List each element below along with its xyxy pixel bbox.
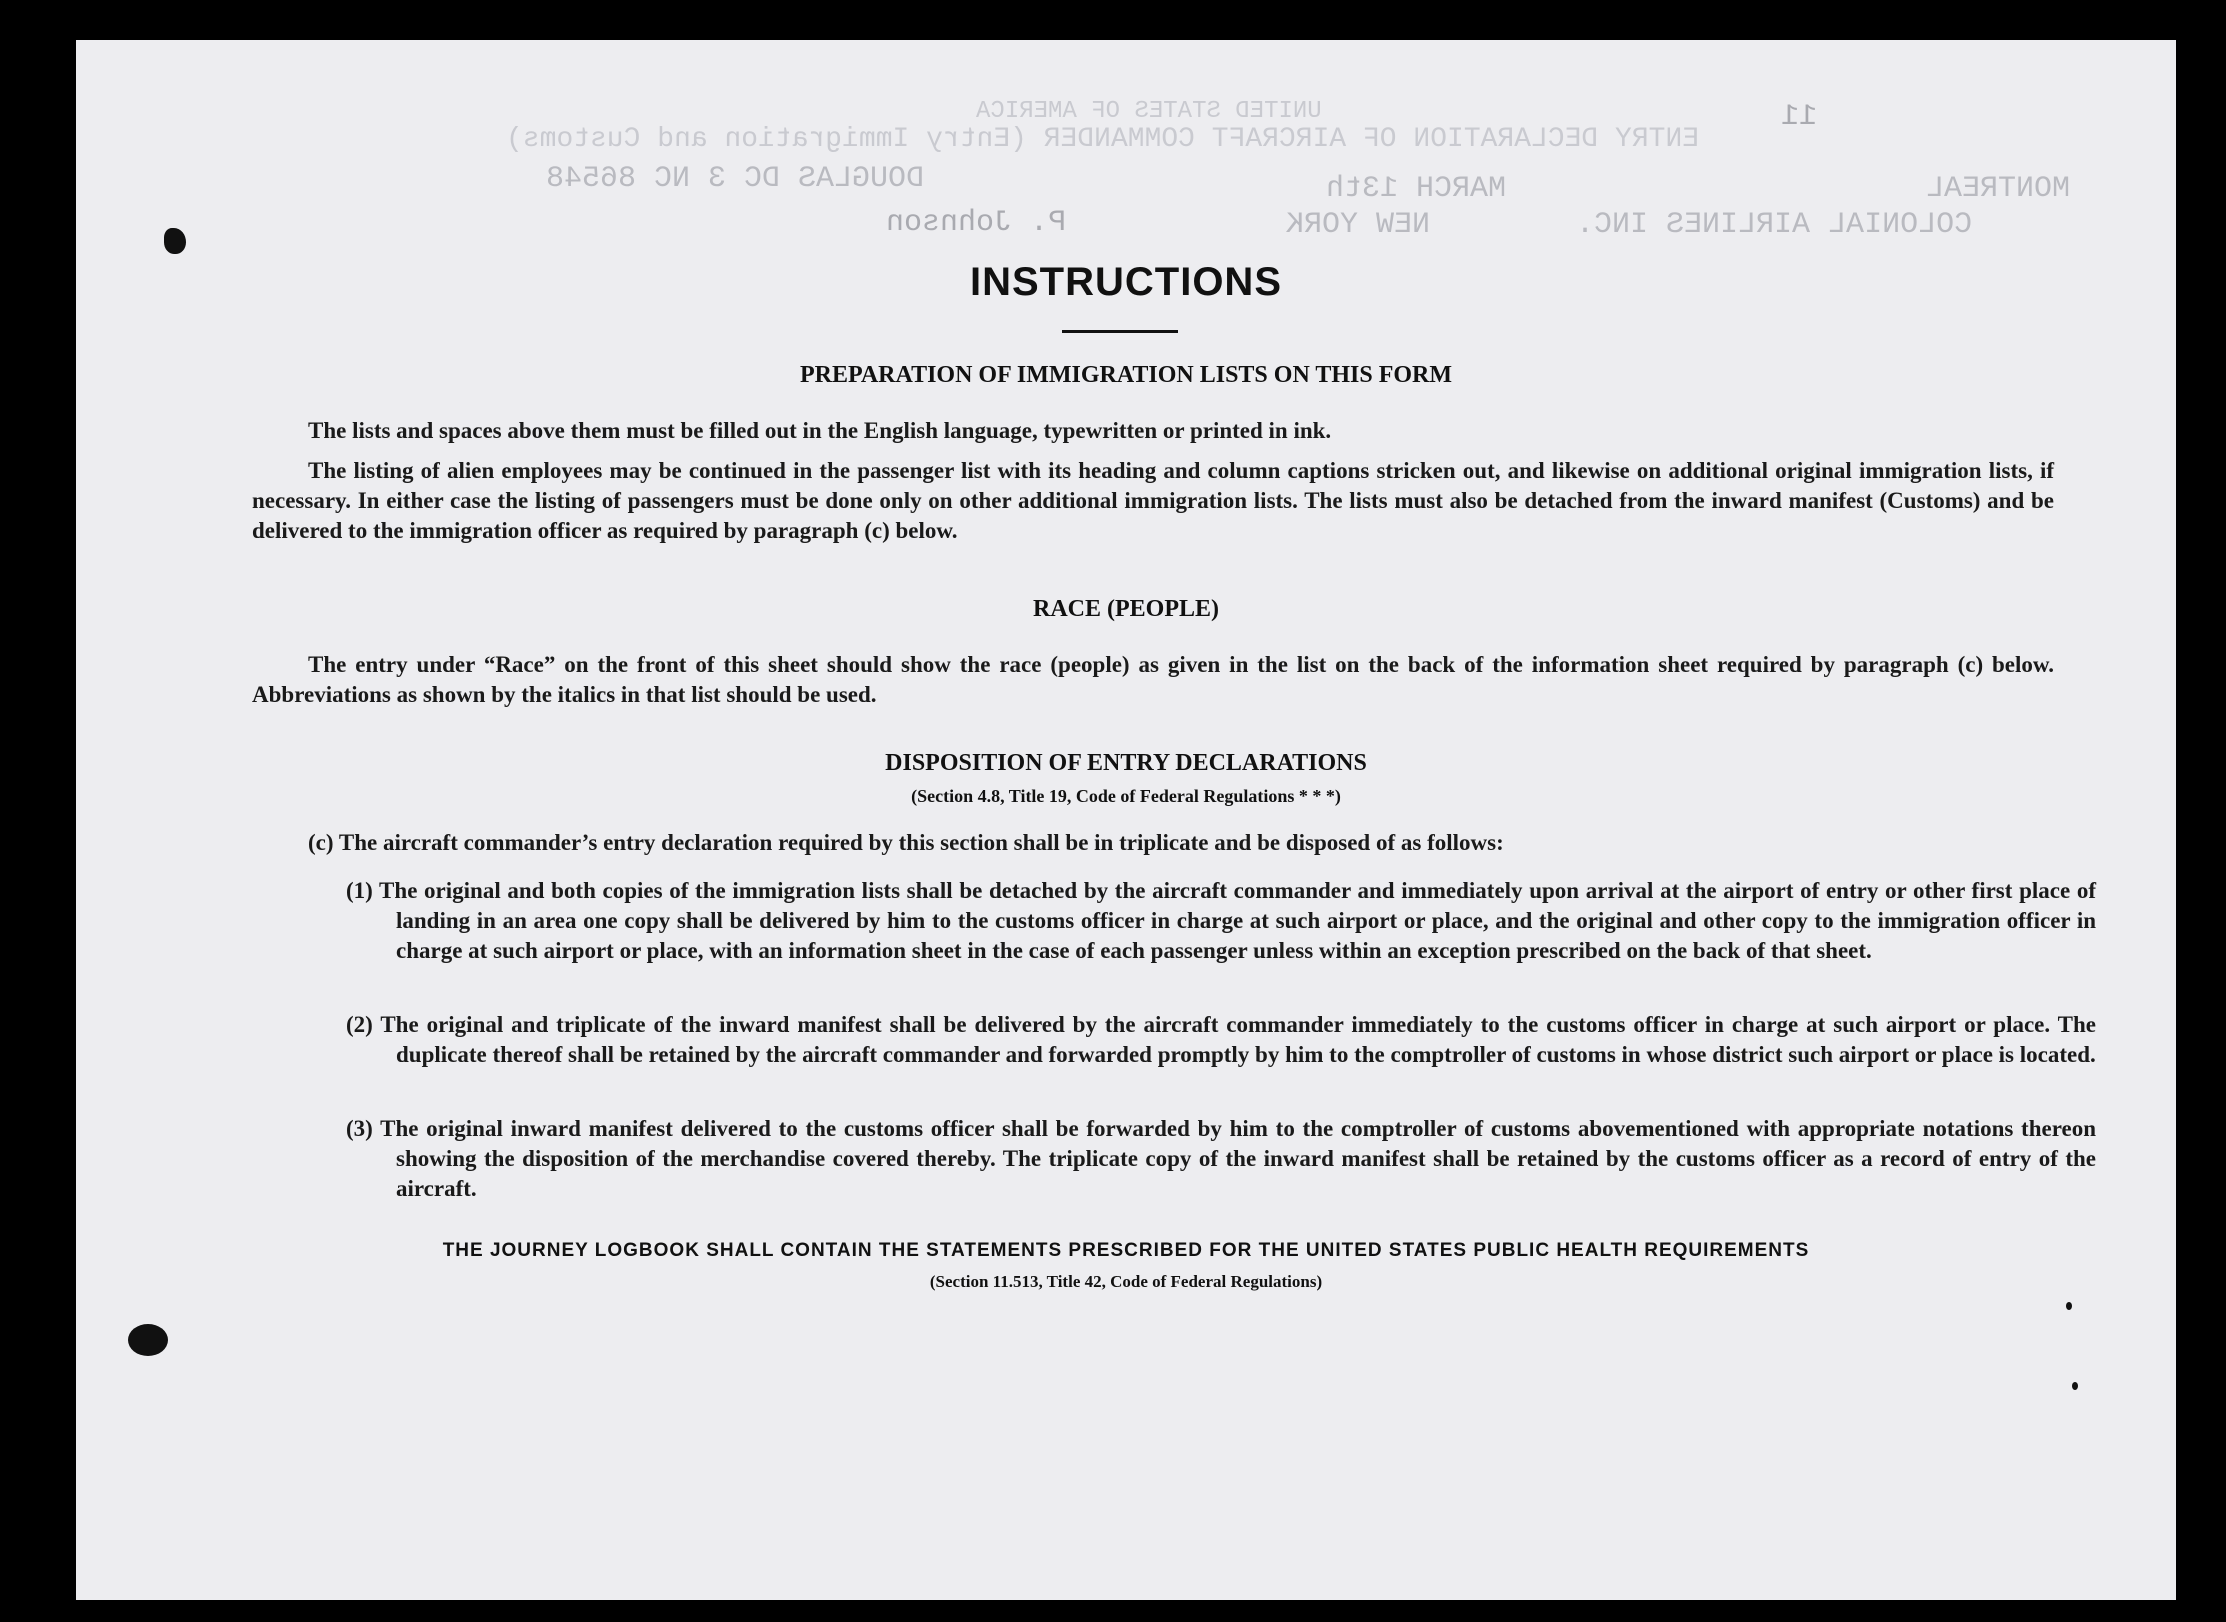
disposition-item-2: (2) The original and triplicate of the inward manifest shall be delivered by the aircraft commander immediately to the customs officer in charge at such airport or place. The duplicate thereof shall be retained by the aircraft commander and forwarded promptly by him to the comptroller of customs in whose district such airport or place is located.	[346, 1012, 2096, 1067]
bleed-through-text: UNITED STATES OF AMERICA	[976, 98, 1322, 125]
title-divider	[1062, 330, 1178, 333]
section-heading-preparation: PREPARATION OF IMMIGRATION LISTS ON THIS FORM	[799, 362, 1453, 388]
document-sheet	[76, 40, 2176, 1600]
footer-citation: (Section 11.513, Title 42, Code of Federal Regulations)	[929, 1272, 1323, 1291]
preparation-paragraph-2: The listing of alien employees may be continued in the passenger list with its heading and column captions stricken out, and likewise on additional original immigration lists, if necessary. In either case the listing of passengers must be done only on other additional immigration lists. The lists must also be detached from the inward manifest (Customs) and be delivered to the immigration officer as required by paragraph (c) below.	[252, 458, 2054, 543]
bleed-through-text: MARCH 13th	[1326, 172, 1507, 206]
ink-blot	[2066, 1302, 2072, 1310]
bleed-through-text: MONTREAL	[1926, 172, 2071, 206]
disposition-item-1: (1) The original and both copies of the immigration lists shall be detached by the aircraft commander and immediately upon arrival at the airport of entry or other first place of landing in an area one copy shall be delivered by him to the customs officer in charge at such airport or place, and the original and other copy to the immigration officer in charge at such airport or place, with an information sheet in the case of each passenger unless within an exception prescribed on the back of that sheet.	[346, 878, 2096, 963]
bleed-through-text: DOUGLAS DC 3 NC 86548	[546, 162, 925, 196]
bleed-through-text: 11	[1781, 100, 1818, 134]
disposition-intro: (c) The aircraft commander’s entry declaration required by this section shall be in triplicate and be disposed of as follows:	[308, 830, 1504, 855]
section-heading-race: RACE (PEOPLE)	[1033, 596, 1219, 622]
bleed-through-text: P. Johnson	[886, 206, 1067, 240]
section-heading-disposition: DISPOSITION OF ENTRY DECLARATIONS	[885, 750, 1367, 776]
footer-statement: THE JOURNEY LOGBOOK SHALL CONTAIN THE STATEMENTS PRESCRIBED FOR THE UNITED STATES PUBLIC HEALTH REQUIREMENTS	[442, 1240, 1810, 1261]
document-title: INSTRUCTIONS	[970, 260, 1282, 304]
ink-blot	[2072, 1382, 2078, 1390]
preparation-paragraph-1: The lists and spaces above them must be filled out in the English language, typewritten or printed in ink.	[308, 418, 1332, 443]
ink-blot	[164, 228, 186, 254]
disposition-item-3: (3) The original inward manifest delivered to the customs officer shall be forwarded by him to the comptroller of customs abovementioned with appropriate notations thereon showing the disposition of the merchandise covered thereby. The triplicate copy of the inward manifest shall be retained by the customs officer as a record of entry of the aircraft.	[346, 1116, 2096, 1201]
bleed-through-text: ENTRY DECLARATION OF AIRCRAFT COMMANDER (Entry Immigration and Customs)	[506, 124, 1699, 155]
ink-blot	[128, 1324, 168, 1356]
disposition-citation: (Section 4.8, Title 19, Code of Federal Regulations * * *)	[911, 786, 1341, 806]
bleed-through-text: NEW YORK	[1286, 208, 1431, 242]
bleed-through-text: COLONIAL AIRLINES INC.	[1576, 208, 1973, 242]
race-paragraph: The entry under “Race” on the front of this sheet should show the race (people) as given in the list on the back of the information sheet required by paragraph (c) below. Abbreviations as shown by the italics in that list should be used.	[252, 652, 2054, 707]
